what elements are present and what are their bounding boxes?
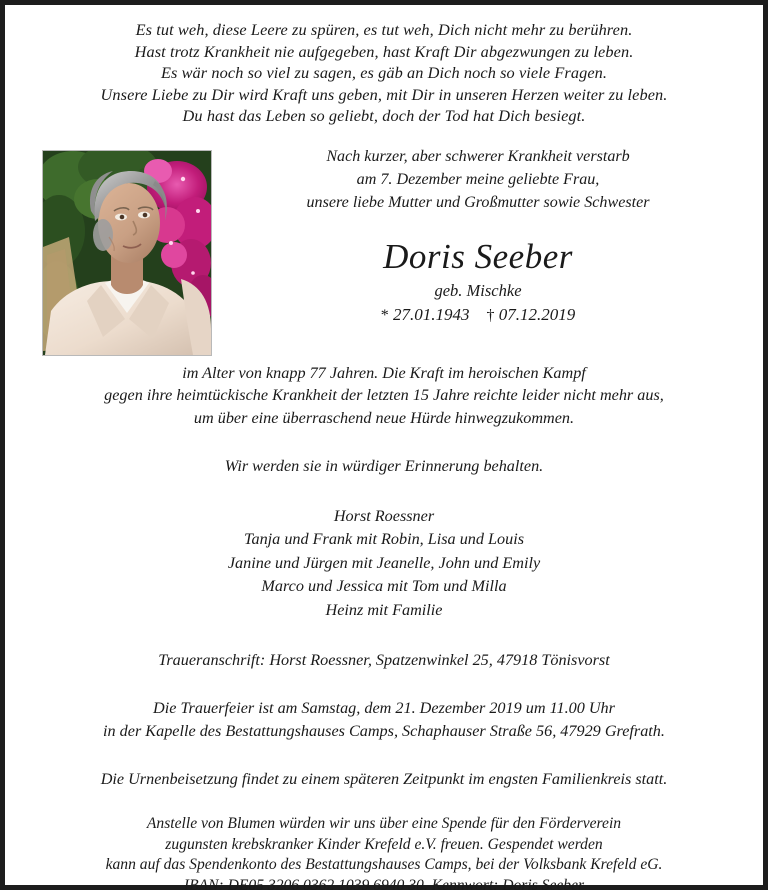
age-paragraph-line: gegen ihre heimtückische Krankheit der letzten 15 Jahre reichte leider nicht mehr aus, (23, 384, 745, 407)
funeral-ceremony-details (23, 697, 745, 743)
memorial-poem (23, 19, 745, 127)
ceremony-line: in der Kapelle des Bestattungshauses Camps, Schaphauser Straße 56, 47929 Grefrath. (23, 720, 745, 743)
deceased-name: Doris Seeber (211, 236, 745, 278)
mourner-line: Heinz mit Familie (23, 599, 745, 623)
donation-line: kann auf das Spendenkonto des Bestattungshauses Camps, bei der Volksbank Krefeld eG. (23, 855, 745, 876)
death-cross-icon: † (487, 307, 495, 324)
donation-line: zugunsten krebskranker Kinder Krefeld e.V. freuen. Gespendet werden (23, 835, 745, 856)
age-paragraph-line: im Alter von knapp 77 Jahren. Die Kraft im heroischen Kampf (23, 362, 745, 385)
memory-line: Wir werden sie in würdiger Erinnerung behalten. (23, 455, 745, 478)
mourner-line: Horst Roessner (23, 505, 745, 529)
birth-date: 27.01.1943 (393, 305, 470, 324)
mourner-line: Marco und Jessica mit Tom und Milla (23, 575, 745, 599)
age-paragraph (23, 362, 745, 430)
mourning-address-line: Traueranschrift: Horst Roessner, Spatzenwinkel 25, 47918 Tönisvorst (23, 649, 745, 671)
ceremony-line: Die Trauerfeier ist am Samstag, dem 21. Dezember 2019 um 11.00 Uhr (23, 697, 745, 720)
urn-burial-line: Die Urnenbeisetzung findet zu einem späteren Zeitpunkt im engsten Familienkreis statt. (23, 768, 745, 790)
donation-iban-line: IBAN: DE05 3206 0362 1039 6940 30. Kennwort: Doris Seeber (23, 876, 745, 896)
mourner-line: Tanja und Frank mit Robin, Lisa und Louis (23, 528, 745, 552)
announcement-line: Nach kurzer, aber schwerer Krankheit verstarb (211, 145, 745, 168)
urn-burial-note (23, 768, 745, 790)
death-date: 07.12.2019 (499, 305, 576, 324)
poem-line: Es tut weh, diese Leere zu spüren, es tut weh, Dich nicht mehr zu berühren. (23, 19, 745, 41)
poem-line: Es wär noch so viel zu sagen, es gäb an Dich noch so viele Fragen. (23, 62, 745, 84)
portrait-photo (42, 150, 212, 356)
donation-request (23, 814, 745, 896)
poem-line: Unsere Liebe zu Dir wird Kraft uns geben, mit Dir in unseren Herzen weiter zu leben. (23, 84, 745, 106)
poem-line: Du hast das Leben so geliebt, doch der Tod hat Dich besiegt. (23, 105, 745, 127)
announcement-line: unsere liebe Mutter und Großmutter sowie Schwester (211, 191, 745, 214)
mourners-list (23, 505, 745, 623)
announcement-line: am 7. Dezember meine geliebte Frau, (211, 168, 745, 191)
memory-statement (23, 455, 745, 478)
mourner-line: Janine und Jürgen mit Jeanelle, John und Emily (23, 552, 745, 576)
donation-line: Anstelle von Blumen würden wir uns über eine Spende für den Förderverein (23, 814, 745, 835)
maiden-name: geb. Mischke (211, 280, 745, 302)
life-dates (211, 303, 745, 328)
poem-line: Hast trotz Krankheit nie aufgegeben, hast Kraft Dir abgezwungen zu leben. (23, 41, 745, 63)
birth-star-icon: * (381, 307, 389, 324)
mourning-address (23, 649, 745, 671)
portrait-photo-image (43, 151, 211, 355)
notice-body (5, 5, 763, 885)
age-paragraph-line: um über eine überraschend neue Hürde hinwegzukommen. (23, 407, 745, 430)
